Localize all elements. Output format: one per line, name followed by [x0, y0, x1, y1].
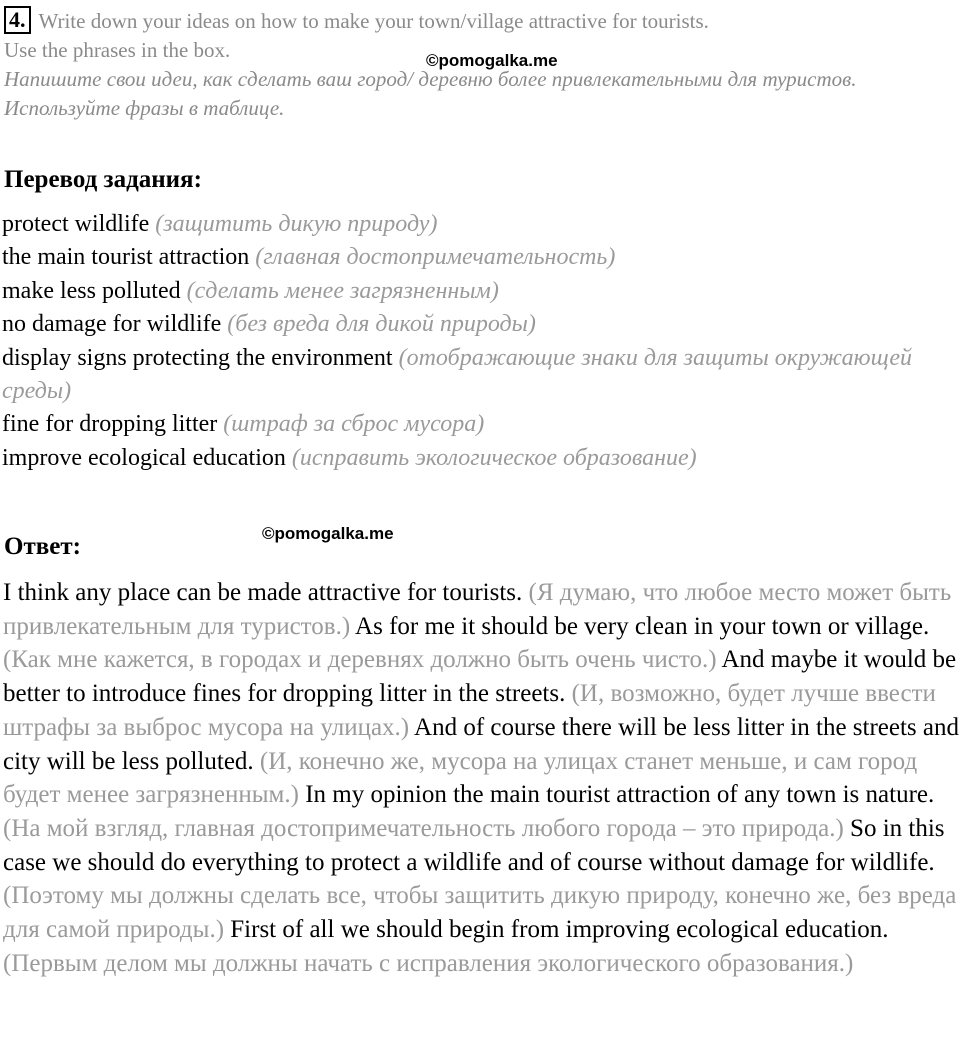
phrase-en: no damage for wildlife	[2, 311, 222, 338]
answer-heading: Ответ:	[4, 533, 81, 560]
phrase-item	[2, 308, 958, 341]
answer-sentence-ru: (Первым делом мы должны начать с исправления экологического образования.)	[3, 949, 854, 977]
phrase-list	[2, 208, 958, 475]
answer-sentence-en: As for me it should be very clean in your town or village.	[355, 612, 930, 640]
phrase-en: fine for dropping litter	[2, 411, 218, 438]
phrase-en: make less polluted	[2, 277, 181, 304]
watermark: ©pomogalka.me	[426, 51, 558, 70]
task-line-3: Напишите свои идеи, как сделать ваш город/ деревню более привлекательными для туристов.	[4, 67, 857, 91]
phrase-ru: (без вреда для дикой природы)	[227, 311, 536, 338]
task-line-4: Используйте фразы в таблице.	[4, 96, 285, 120]
phrase-en: display signs protecting the environment	[2, 344, 393, 371]
phrase-ru: (защитить дикую природу)	[155, 211, 438, 237]
answer-sentence-ru: (Я думаю, что любое место может быть привлекательным для туристов.)	[3, 579, 952, 640]
answer-sentence-en: I think any place can be made attractive for tourists.	[3, 579, 523, 606]
phrase-en: the main tourist attraction	[2, 244, 250, 271]
phrase-item	[2, 241, 958, 274]
answer-sentence-ru: (И, конечно же, мусора на улицах станет меньше, и сам город будет менее загрязненным.)	[3, 747, 918, 809]
answer-sentence-en: First of all we should begin from improving ecological education.	[230, 916, 889, 944]
answer-text	[3, 576, 959, 980]
task-number: 4.	[4, 6, 31, 34]
answer-sentence-en: And maybe it would be better to introduce fines for dropping litter in the streets.	[3, 646, 957, 708]
answer-sentence-en: So in this case we should do everything to protect a wildlife and of course without damage for wildlife.	[3, 814, 945, 876]
phrase-en: protect wildlife	[2, 211, 150, 237]
task-line-1: Write down your ideas on how to make your town/village attractive for tourists.	[38, 9, 709, 33]
phrase-item	[2, 442, 958, 475]
answer-sentence-en: In my opinion the main tourist attraction of any town is nature.	[305, 781, 935, 809]
watermark: ©pomogalka.me	[262, 524, 394, 543]
phrase-item	[2, 275, 958, 308]
answer-sentence-en: And of course there will be less litter in the streets and city will be less polluted.	[3, 713, 959, 775]
answer-sentence-ru: (Как мне кажется, в городах и деревнях должно быть очень чисто.)	[3, 646, 717, 674]
phrase-ru: (главная достопримечательность)	[255, 244, 616, 271]
phrase-en: improve ecological education	[2, 444, 286, 471]
phrase-ru: (отображающие знаки для защиты окружающей среды)	[2, 344, 912, 405]
answer-sentence-ru: (И, возможно, будет лучше ввести штрафы за выброс мусора на улицах.)	[3, 680, 936, 741]
phrase-item	[2, 208, 958, 241]
phrase-item	[2, 342, 958, 409]
answer-sentence-ru: (Поэтому мы должны сделать все, чтобы защитить дикую природу, конечно же, без вреда для самой природы.)	[3, 882, 957, 944]
phrase-ru: (штраф за сброс мусора)	[223, 411, 485, 438]
answer-sentence-ru: (На мой взгляд, главная достопримечательность любого города – это природа.)	[3, 814, 844, 842]
phrase-item	[2, 408, 958, 441]
phrase-ru: (исправить экологическое образование)	[291, 444, 697, 471]
translation-heading: Перевод задания:	[4, 166, 202, 193]
phrase-ru: (сделать менее загрязненным)	[186, 277, 499, 304]
task-line-2: Use the phrases in the box.	[4, 38, 231, 62]
